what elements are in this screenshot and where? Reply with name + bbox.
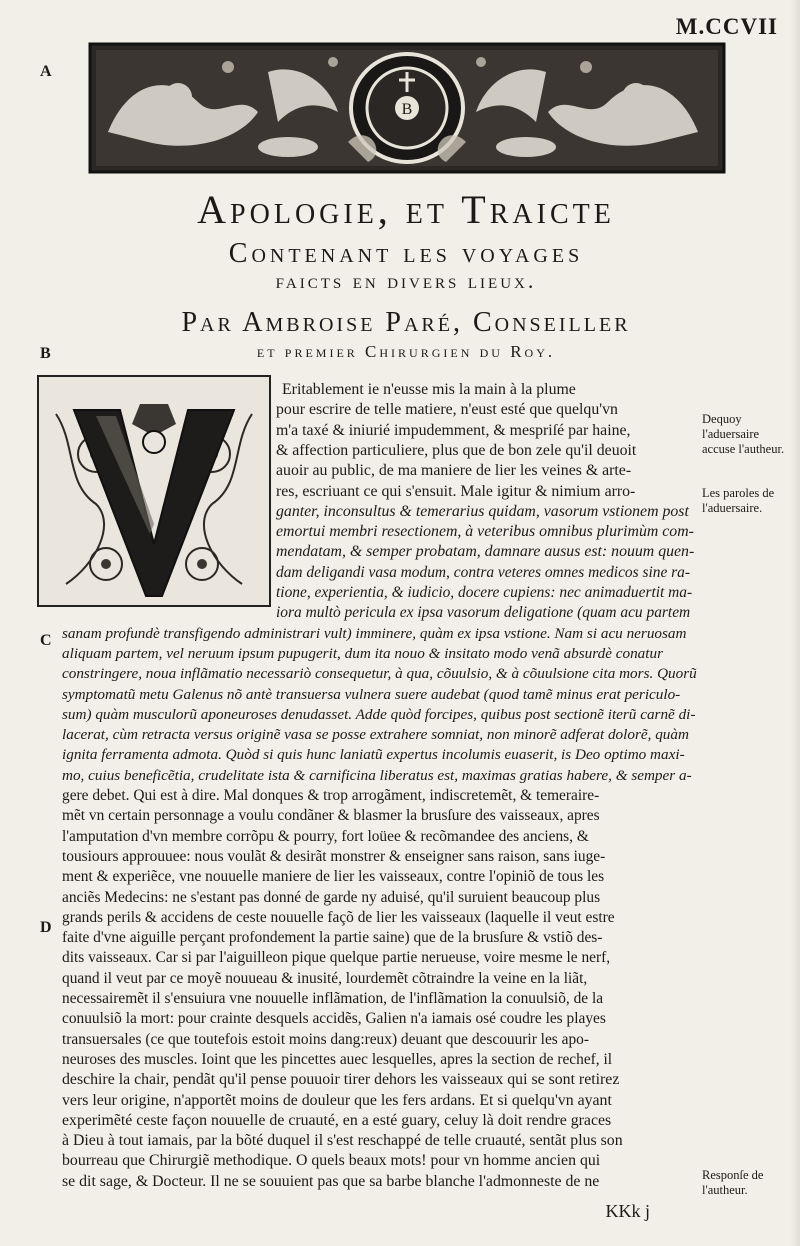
body-line: vers leur origine, n'apportẽt moins de douleur que les fers ardans. Et si quelqu'vn ayant	[62, 1091, 612, 1109]
body-line: ment & experiẽce, vne nouuelle maniere de lier les vaisseaux, contre l'opiniõ de tous les	[62, 868, 605, 886]
section-marker-c: C	[40, 632, 52, 649]
body-line: & affection particuliere, plus que de bon zele qu'il deuoit	[276, 441, 637, 459]
body-line: pour escrire de telle matiere, n'eust esté que quelqu'vn	[276, 401, 618, 419]
body-line: mo, cuius beneficẽtia, crudelitate ista & carnificina liberatus est, maximas gratias habere, & semper a-	[62, 766, 692, 784]
title-line-1: Apologie, et Traicte	[197, 187, 615, 232]
body-line: necessairemẽt il s'ensuiura vne nouuelle inflãmation, de l'inflãmation la conuulsiõ, de la	[62, 990, 604, 1007]
body-line: dits vaisseaux. Car si par l'aiguilleon pique quelque partie nerueuse, voire mesme le nerf,	[62, 949, 611, 967]
body-line: à Dieu à tout iamais, par la bõté duquel il s'est reschappé de telle cruauté, sentãt plus son	[62, 1132, 623, 1150]
body-line: tione, experientia, & iudicio, docere cupiens: nec animaduertit ma-	[276, 584, 693, 601]
body-line: Eritablement ie n'eusse mis la main à la plume	[282, 381, 576, 398]
body-line: emortui membri resectionem, à veteribus omnibus plurimùm com-	[276, 523, 694, 541]
body-line: lacerat, cùm retracta versus originẽ vasa se posse extrahere somniat, non minorẽ adferat dolorẽ, quàm	[62, 726, 689, 744]
svg-text:B: B	[401, 101, 413, 118]
title-line-2: Contenant les voyages	[228, 238, 584, 269]
author-line: Par Ambroise Paré, Conseiller	[181, 307, 631, 338]
body-line: quand il veut par ce moyẽ nouueau & inusité, lourdemẽt cõtraindre la veine en la liãt,	[62, 969, 588, 987]
body-line: experimẽté ceste façon nouuelle de cruauté, en a esté guary, celuy là doit rendre graces	[62, 1111, 612, 1129]
body-line: m'a taxé & iniurié impudemment, & mespriſé par haine,	[276, 421, 631, 439]
margin-note: Responſe de l'autheur.	[702, 1168, 764, 1197]
body-line: faite d'vne aiguille perçant profondement la partie saine) que de la brusſure & vstiõ des-	[62, 929, 603, 947]
catchword-signature: KKk j	[605, 1201, 650, 1221]
ornamental-headpiece	[88, 42, 726, 174]
body-line: sum) quàm musculorũ aponeuroses denudasset. Adde quòd forcipes, quibus post sectionẽ iterũ carnẽ di-	[62, 705, 696, 723]
body-line: res, escriuant ce qui s'ensuit. Male igitur & nimium arro-	[276, 482, 636, 500]
body-line: neuroses des muscles. Ioint que les pincettes auec lesquelles, apres la section de rechef, il	[62, 1050, 613, 1068]
body-line: mẽt vn certain personnage a voulu condãner & blasmer la brusſure des vaisseaux, apres	[62, 807, 600, 825]
body-line: conuulsiõ la mort: pour crainte desquels accidẽs, Galien n'a iamais osé coudre les playes	[62, 1010, 606, 1028]
body-line: ignita ferramenta admota. Quòd si quis hunc laniatũ expertus incolumis euaserit, is Deo optimo maxi-	[62, 746, 685, 764]
body-line: bourreau que Chirurgiẽ methodique. O quels beaux mots! pour vn homme ancien qui	[62, 1152, 601, 1170]
body-line: gere debet. Qui est à dire. Mal donques & trop arrogãment, indiscretemẽt, & temeraire-	[62, 787, 600, 804]
body-line: tousiours approuuee: nous voulãt & desirãt monstrer & enseigner sans raison, sans iuge-	[62, 847, 606, 865]
section-marker-d: D	[40, 919, 52, 936]
section-marker-b: B	[40, 345, 51, 362]
page-edge-shadow	[790, 0, 800, 1246]
body-line: ganter, inconsultus & temerarius quidam, vasorum vstionem post	[276, 502, 689, 520]
folio-number: M.CCVII	[675, 14, 778, 39]
body-line: auoir au public, de ma maniere de lier les veines & arte-	[276, 462, 632, 480]
body-line: mendatam, & semper probatam, damnare ausus est: nouum quen-	[276, 543, 695, 561]
margin-note: Les paroles de l'aduersaire.	[702, 486, 775, 515]
body-line: anciẽs Medecins: ne s'estant pas donné de garde ny aduisé, qu'il suruient beaucoup plus	[62, 888, 601, 906]
margin-note: Dequoy l'aduersaire accuse l'autheur.	[702, 412, 785, 456]
title-line-3: faicts en divers lieux.	[275, 268, 537, 293]
body-line: deschire la chair, pendãt qu'il pense pouuoir tirer dehors les vaisseaux qui se sont retirez	[62, 1071, 620, 1089]
author-title-line: et premier Chirurgien du Roy.	[256, 342, 556, 361]
body-line: l'amputation d'vn membre corrõpu & pourry, fort loüee & recõmandee des anciens, &	[62, 827, 589, 845]
body-line: dam deligandi vasa modum, contra veteres omnes medicos sine ra-	[276, 563, 691, 581]
body-line: aliquam partem, vel neruum ipsum pupugerit, dum ita nouo & insitato modo venã absurdè conatur	[62, 644, 663, 662]
body-line: iora multò pericula ex ipsa vasorum deligatione (quam acu partem	[276, 604, 691, 622]
body-line: sanam profundè transfigendo administrari vult) imminere, quàm ex ipsa vstione. Nam si acu neruosam	[62, 624, 687, 642]
section-marker-a: A	[40, 63, 52, 80]
body-line: symptomatũ metu Galenus nõ antè transuersa vulnera suere audebat (quod tamẽ minus erat periculo-	[62, 685, 681, 703]
body-line: transuersales (ce que toutefois estoit moins dang:reux) deuant que descouurir les apo-	[62, 1030, 589, 1048]
body-line: se dit sage, & Docteur. Il ne se souuient pas que sa barbe blanche l'admonneste de ne	[62, 1172, 600, 1190]
body-line: constringere, noua inflãmatio necessariò consequetur, à qua, cõuulsio, & à cõuulsione cita mors. Quorũ	[62, 665, 697, 683]
body-line: grands perils & accidens de ceste nouuelle façõ de lier les vaisseaux (laquelle il veut estre	[62, 908, 615, 926]
decorated-initial-v	[36, 374, 272, 608]
